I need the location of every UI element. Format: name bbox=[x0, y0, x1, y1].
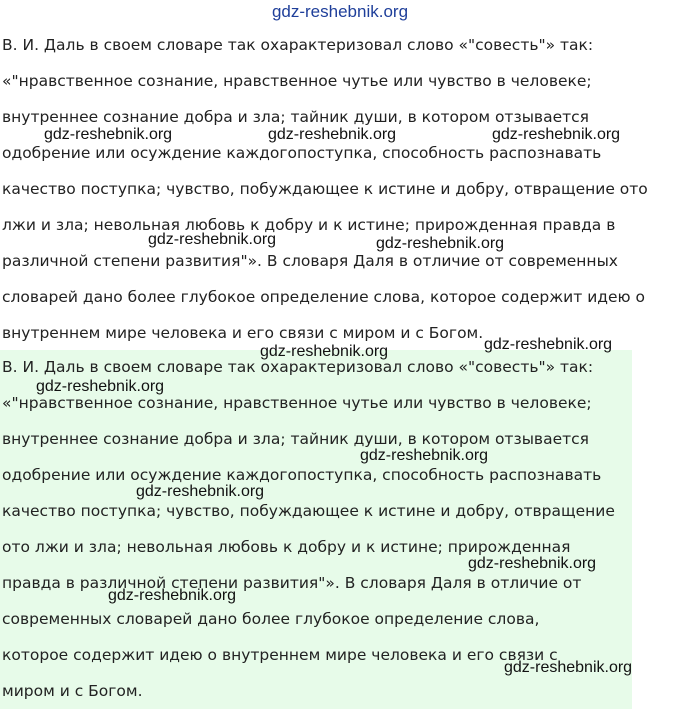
text-line: качество поступка; чувство, побуждающее к истине и добру, отвращение ото bbox=[2, 180, 648, 198]
watermark: gdz-reshebnik.org bbox=[360, 447, 489, 464]
watermark: gdz-reshebnik.org bbox=[376, 235, 505, 252]
text-line: словарей дано более глубокое определение слова, которое содержит идею о bbox=[2, 288, 645, 306]
watermark: gdz-reshebnik.org bbox=[136, 483, 265, 500]
header-watermark: gdz-reshebnik.org bbox=[271, 2, 409, 21]
text-line: современных словарей дано более глубокое определение слова, bbox=[2, 610, 540, 628]
watermark: gdz-reshebnik.org bbox=[260, 343, 389, 360]
text-line: внутреннее сознание добра и зла; тайник души, в котором отзывается bbox=[2, 430, 589, 448]
text-line: «"нравственное сознание, нравственное чутье или чувство в человеке; bbox=[2, 394, 592, 412]
text-line: одобрение или осуждение каждогопоступка, способность распознавать bbox=[2, 144, 602, 162]
text-line: различной степени развития"». В словаря Даля в отличие от современных bbox=[2, 252, 618, 270]
text-line: правда в различной степени развития"». В словаря Даля в отличие от bbox=[2, 574, 582, 592]
text-line: лжи и зла; невольная любовь к добру и к истине; прирожденная правда в bbox=[2, 216, 616, 234]
text-line: В. И. Даль в своем словаре так охарактеризовал слово «"совесть"» так: bbox=[2, 36, 594, 54]
text-line: качество поступка; чувство, побуждающее к истине и добру, отвращение bbox=[2, 502, 615, 520]
text-line: внутреннем мире человека и его связи с миром и с Богом. bbox=[2, 324, 484, 342]
text-line: внутреннее сознание добра и зла; тайник души, в котором отзывается bbox=[2, 108, 589, 126]
watermark: gdz-reshebnik.org bbox=[36, 378, 165, 395]
text-line: которое содержит идею о внутреннем мире человека и его связи с bbox=[2, 646, 558, 664]
text-line: В. И. Даль в своем словаре так охарактеризовал слово «"совесть"» так: bbox=[2, 358, 594, 376]
watermark: gdz-reshebnik.org bbox=[268, 126, 397, 143]
watermark: gdz-reshebnik.org bbox=[468, 555, 597, 572]
watermark: gdz-reshebnik.org bbox=[504, 659, 633, 676]
watermark: gdz-reshebnik.org bbox=[492, 126, 621, 143]
paragraph-highlighted bbox=[0, 350, 632, 709]
watermark: gdz-reshebnik.org bbox=[148, 231, 277, 248]
watermark: gdz-reshebnik.org bbox=[484, 336, 613, 353]
text-line: одобрение или осуждение каждогопоступка, способность распознавать bbox=[2, 466, 602, 484]
text-line: «"нравственное сознание, нравственное чутье или чувство в человеке; bbox=[2, 72, 592, 90]
text-line: миром и с Богом. bbox=[2, 682, 143, 700]
watermark: gdz-reshebnik.org bbox=[108, 587, 237, 604]
text-line: ото лжи и зла; невольная любовь к добру и к истине; прирожденная bbox=[2, 538, 571, 556]
watermark: gdz-reshebnik.org bbox=[44, 126, 173, 143]
